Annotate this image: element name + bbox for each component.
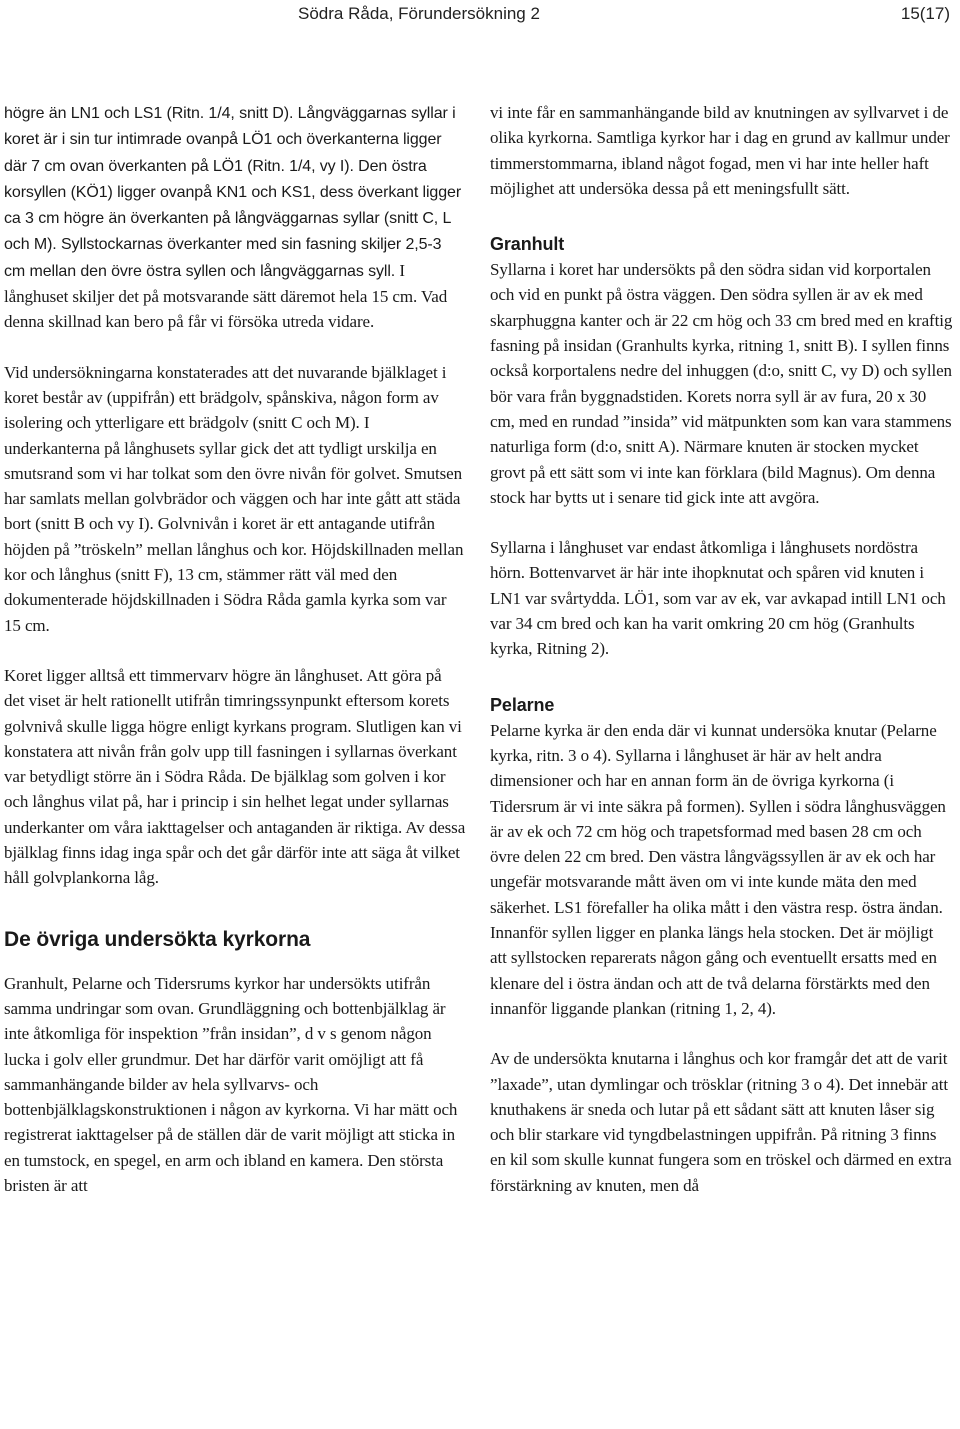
paragraph: Syllarna i koret har undersökts på den södra sidan vid korportalen och vid en punkt på östra väggen. Den södra syllen är av ek med skarphuggna kanter och är 22 cm hög och 33 cm bred med en kraftig fasning på insidan (Granhults kyrka, ritning 1, snitt B). I syllen finns också korportalens nedre del inhuggen (d:o, snitt C, vy D) och syllen bör vara från byggnadstiden. Korets norra syll är av fura, 20 x 30 cm, med en rundad ”insida” vid mätpunkten som kan vara stammens naturliga form (d:o, snitt A). Närmare knuten är stocken mycket grovt på ett sätt som vi inte kan förklara (bild Magnus). Om denna stock har bytts ut i senare tid gick inte att avgöra.	[490, 260, 953, 507]
paragraph: Syllarna i långhuset var endast åtkomliga i långhusets nordöstra hörn. Bottenvarvet är här inte ihopknutat och spåren vid knuten i LN1 var svårtydda. LÖ1, som var av ek, var avkapad intill LN1 och var 34 cm bred och kan ha varit omkring 20 cm hög (Granhults kyrka, Ritning 2).	[490, 538, 946, 659]
paragraph-text: I långhuset skiljer det på motsvarande sätt däremot hela 15 cm. Vad denna skillnad kan bero på får vi försöka utreda vidare.	[4, 260, 448, 332]
paragraph-text: högre än LN1 och LS1 (Ritn. 1/4, snitt D). Långväggarnas syllar i koret är i sin tur intimrade ovanpå LÖ1 och överkanterna ligger där 7 cm ovan överkanten på LÖ1 (Ritn. 1/4, vy I). Den östra korsyllen (KÖ1) ligger ovanpå KN1 och KS1, dess överkant ligger ca 3 cm högre än överkanten på långväggarnas syllar (snitt C, L och M). Syllstockarnas överkanter med sin fasning skiljer 2,5-3 cm mellan den övre östra syllen och långväggarnas syll.	[4, 105, 462, 280]
paragraph: Av de undersökta knutarna i långhus och kor framgår det att de varit ”laxade”, utan dymlingar och trösklar (ritning 3 o 4). Det innebär att knuthakens är sneda och lutar på ett sådant sätt att knuten låser sig och blir starkare vid tyngdbelastningen uppifrån. På ritning 3 finns en kil som skulle kunnat fungera som en tröskel och därmed en extra förstärkning av knuten, men då	[490, 1049, 952, 1195]
subsection-title-pelarne: Pelarne	[490, 694, 555, 715]
section-title: De övriga undersökta kyrkorna	[4, 927, 311, 951]
paragraph: Vid undersökningarna konstaterades att det nuvarande bjälklaget i koret består av (uppifrån) ett brädgolv, spånskiva, någon form av isolering och ytterligare ett brädgolv (snitt C och M). I underkanterna på långhusets syllar gick det att tydligt urskilja en smutsrand som vi har tolkat som den övre nivån för golvet. Smutsen har samlats mellan golvbrädor och väggen och har inte gått att städa bort (snitt B och vy I). Golvnivån i koret är ett antagande utifrån höjden på ”tröskeln” mellan långhus och kor. Höjdskillnaden mellan kor och långhus (snitt F), 13 cm, stämmer rätt väl med den dokumenterade höjdskillnaden i Södra Råda gamla kyrka som var 15 cm.	[4, 362, 464, 635]
paragraph	[4, 100, 466, 335]
paragraph: Pelarne kyrka är den enda där vi kunnat undersöka knutar (Pelarne kyrka, ritn. 3 o 4). Syllarna i långhuset är här av helt andra dimensioner och har en annan form än de övriga kyrkorna (i Tidersrum är vi inte säkra på formen). Syllen i södra långhusväggen är av ek och 72 cm hög och trapetsformad med basen 28 cm och övre delen 22 cm bred. Den västra långvägssyllen är av ek och har ungefär motsvarande mått även om vi inte kunde mäta den med säkerhet. LS1 förefaller ha olika mått i den västra resp. östra ändan. Innanför syllen ligger en planka längs hela stocken. Det är möjligt att syllstocken reparerats någon gång och eventuellt ersatts med en klenare del i östra ändan och att de två delarna förstärkts med den innanför liggande plankan (ritning 1, 2, 4).	[490, 720, 946, 1018]
subsection-title-granhult: Granhult	[490, 234, 565, 255]
page-number: 15(17)	[900, 4, 950, 23]
paragraph: vi inte får en sammanhängande bild av knutningen av syllvarvet i de olika kyrkorna. Samtliga kyrkor har i dag en grund av kallmur under timmerstommarna, ibland något fogad, men vi har inte heller haft möjlighet att undersöka dessa på ett meningsfullt sätt.	[490, 103, 950, 198]
right-column	[490, 100, 954, 1223]
document-title: Södra Råda, Förundersökning 2	[298, 4, 540, 23]
left-column	[4, 100, 466, 1223]
paragraph: Koret ligger alltså ett timmervarv högre än långhuset. Att göra på det viset är helt rationellt utifrån timringssynpunkt eftersom korets golvnivå skulle ligga högre enligt kyrkans program. Slutligen kan vi konstatera att nivån från golv upp till fasningen i syllarnas överkant var betydligt större än i Södra Råda. De bjälklag som golven i kor och långhus vilat på, har i princip i sin helhet legat under syllarnas underkanter om våra iakttagelser och antaganden är riktiga. Av dessa bjälklag finns idag inga spår och det går därför inte att säga åt vilket håll golvplankorna låg.	[4, 665, 466, 888]
paragraph: Granhult, Pelarne och Tidersrums kyrkor har undersökts utifrån samma undringar som ovan. Grundläggning och bottenbjälklag är inte åtkomliga för inspektion ”från insidan”, d v s genom någon lucka i golv eller grundmur. Det har därför varit omöjligt att få sammanhängande bilder av hela syllvarvs- och bottenbjälklagskonstruktionen i någon av kyrkorna. Vi har mätt och registrerat iakttagelser på de ställen där de varit möjligt att sticka in en tumstock, en spegel, en arm och ibland en kamera. Den största bristen är att	[4, 973, 458, 1195]
page-header	[0, 4, 960, 24]
